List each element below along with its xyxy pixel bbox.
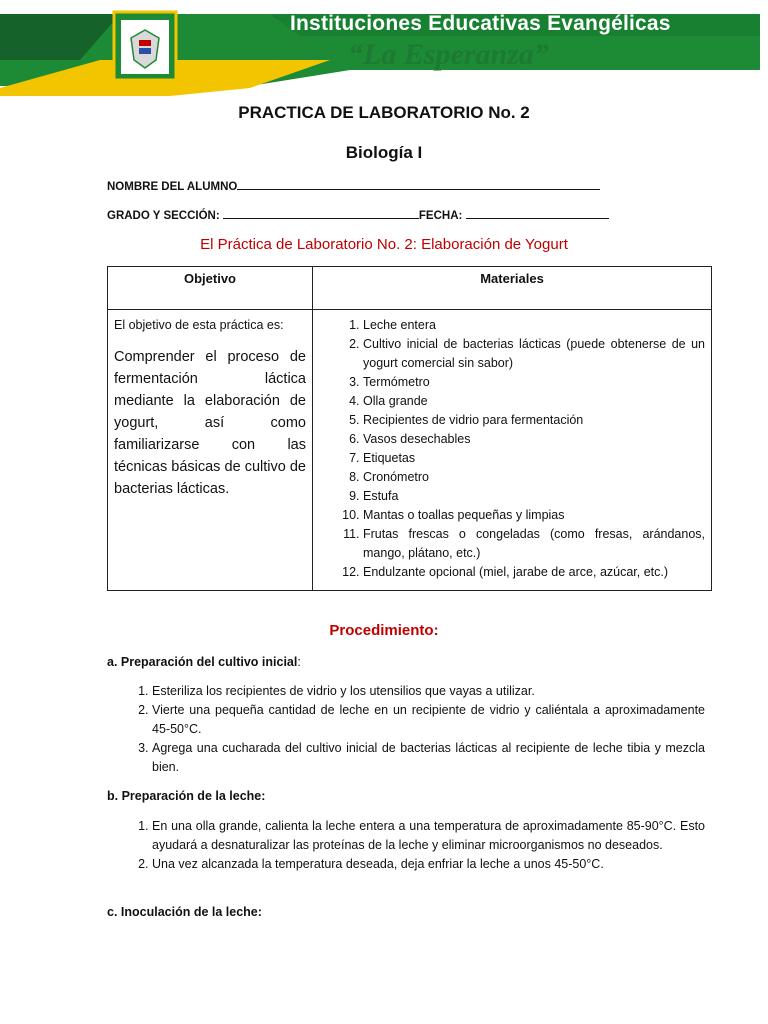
date-line[interactable]: [466, 207, 609, 219]
list-item: 2. Una vez alcanzada la temperatura deseada, deja enfriar la leche a unos 45-50°C.: [152, 855, 705, 874]
materials-header: Materiales: [313, 267, 712, 310]
practice-title: El Práctica de Laboratorio No. 2: Elaboración de Yogurt: [200, 236, 568, 253]
grade-date-field: [107, 207, 609, 222]
objective-materials-table: [107, 266, 712, 591]
section-a-steps: [107, 682, 705, 777]
list-item: 8. Cronómetro: [363, 468, 705, 487]
grade-line[interactable]: [223, 207, 419, 219]
list-item: 3. Termómetro: [363, 373, 705, 392]
grade-label: GRADO Y SECCIÓN:: [107, 210, 220, 222]
list-item: 6. Vasos desechables: [363, 430, 705, 449]
page-title: PRACTICA DE LABORATORIO No. 2: [238, 103, 530, 122]
date-label: FECHA:: [418, 210, 463, 222]
list-item: 3. Agrega una cucharada del cultivo inicial de bacterias lácticas al recipiente de leche tibia y mezcla bien.: [152, 739, 705, 777]
list-item: 1. En una olla grande, calienta la leche entera a una temperatura de aproximadamente 85-90°C. Esto ayudará a desnaturalizar las proteínas de la leche y eliminar microorganismos no deseados.: [152, 817, 705, 855]
list-item: 4. Olla grande: [363, 392, 705, 411]
section-a-label: a. Preparación del cultivo inicial: [107, 655, 298, 669]
list-item: 7. Etiquetas: [363, 449, 705, 468]
objective-cell: [108, 310, 313, 591]
list-item: 2. Cultivo inicial de bacterias lácticas (puede obtenerse de un yogurt comercial sin sabor): [363, 335, 705, 373]
list-item: 5. Recipientes de vidrio para fermentación: [363, 411, 705, 430]
student-name-label: NOMBRE DEL ALUMNO: [107, 181, 238, 193]
objective-text: Comprender el proceso de fermentación láctica mediante la elaboración de yogurt, así como familiarizarse con las técnicas básicas de cultivo de bacterias lácticas.: [114, 349, 306, 497]
objective-intro: El objetivo de esta práctica es:: [114, 318, 284, 332]
section-b-steps: [107, 817, 705, 874]
list-item: 9. Estufa: [363, 487, 705, 506]
section-a-colon: :: [297, 655, 301, 669]
materials-list: [313, 316, 705, 582]
school-logo: [112, 10, 178, 82]
list-item: 1. Esteriliza los recipientes de vidrio y los utensilios que vayas a utilizar.: [152, 682, 705, 701]
section-b-title: b. Preparación de la leche:: [107, 789, 266, 803]
list-item: 12. Endulzante opcional (miel, jarabe de arce, azúcar, etc.): [363, 563, 705, 582]
header-banner: [0, 0, 768, 96]
student-name-field: [107, 178, 600, 193]
subject-title: Biología I: [345, 143, 423, 162]
procedure-title: Procedimiento:: [329, 622, 439, 639]
institution-name: Instituciones Educativas Evangélicas: [290, 12, 671, 35]
section-a-title: [107, 655, 301, 669]
institution-subtitle: “La Esperanza”: [348, 38, 549, 71]
student-name-line[interactable]: [237, 178, 600, 190]
materials-cell: [313, 310, 712, 591]
list-item: 10. Mantas o toallas pequeñas y limpias: [363, 506, 705, 525]
list-item: 1. Leche entera: [363, 316, 705, 335]
objective-header: Objetivo: [108, 267, 313, 310]
section-c-title: c. Inoculación de la leche:: [107, 905, 262, 919]
list-item: 2. Vierte una pequeña cantidad de leche en un recipiente de vidrio y caliéntala a aproximadamente 45-50°C.: [152, 701, 705, 739]
list-item: 11. Frutas frescas o congeladas (como fresas, arándanos, mango, plátano, etc.): [363, 525, 705, 563]
